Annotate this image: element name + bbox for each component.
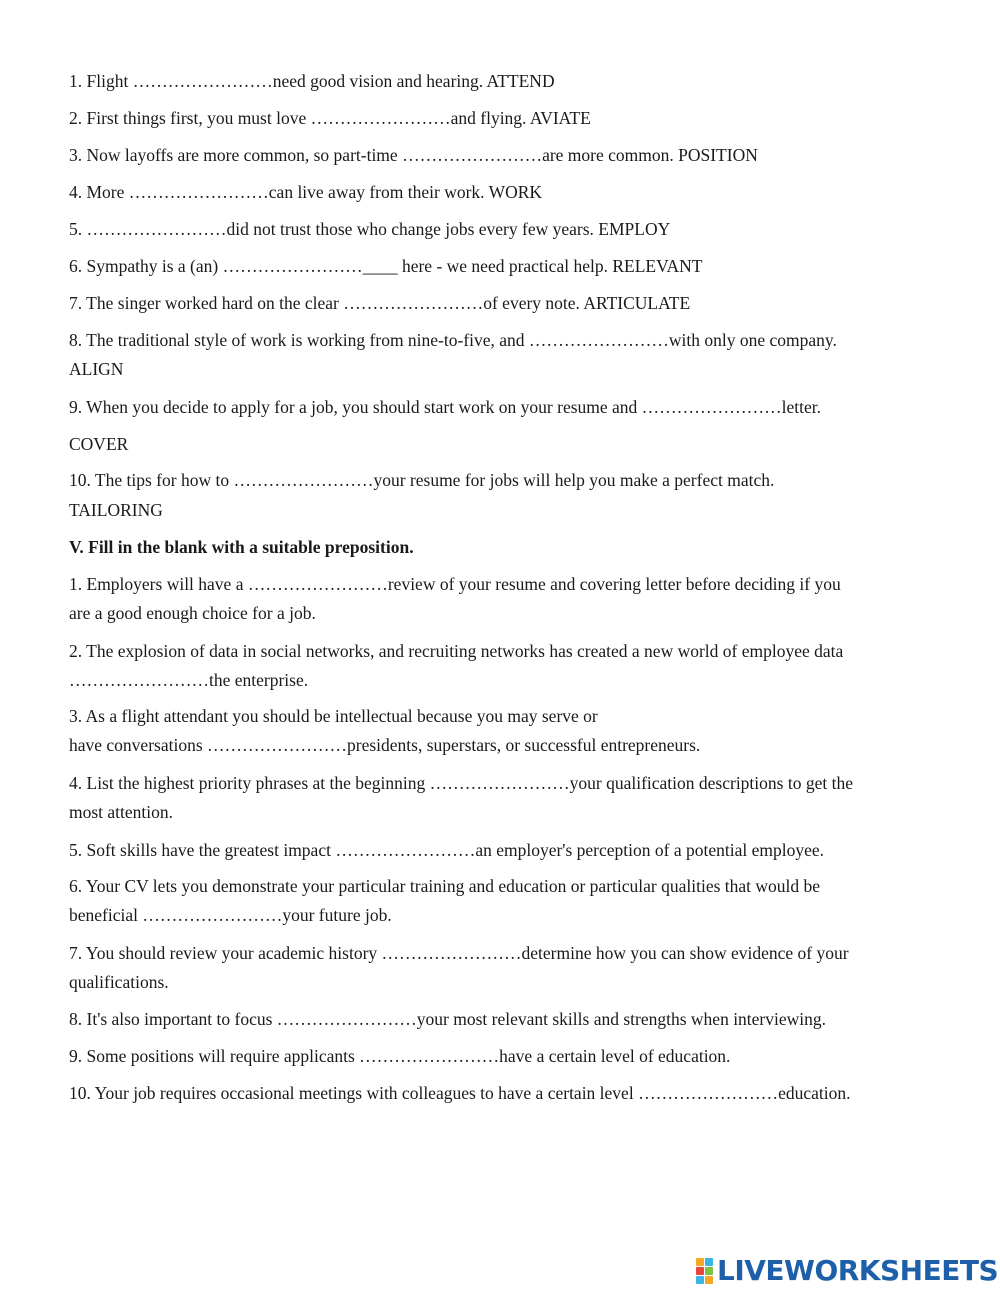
exercise-v-item-7: 7. You should review your academic history ……………………determine how you can show evidence of your xyxy=(69,943,849,963)
logo-block xyxy=(696,1258,704,1266)
exercise-v-item-1: 1. Employers will have a ……………………review of your resume and covering letter before deciding if you xyxy=(69,574,841,594)
exercise-iv-item-3: 3. Now layoffs are more common, so part-time ……………………are more common. POSITION xyxy=(69,145,758,165)
exercise-iv-item-8: 8. The traditional style of work is working from nine-to-five, and ……………………with only one company. xyxy=(69,330,837,350)
exercise-iv-item-10: 10. The tips for how to ……………………your resume for jobs will help you make a perfect match. xyxy=(69,470,775,490)
exercise-iv-item-6: 6. Sympathy is a (an) ……………………____ here - we need practical help. RELEVANT xyxy=(69,256,703,276)
exercise-iv-item-2: 2. First things first, you must love ……………………and flying. AVIATE xyxy=(69,108,591,128)
logo-block xyxy=(705,1276,713,1284)
exercise-v-item-6-cont: beneficial ……………………your future job. xyxy=(69,905,392,925)
section-v-heading: V. Fill in the blank with a suitable preposition. xyxy=(69,537,414,557)
exercise-v-item-3-cont: have conversations ……………………presidents, superstars, or successful entrepreneurs. xyxy=(69,735,701,755)
exercise-iv-item-4: 4. More ……………………can live away from their work. WORK xyxy=(69,182,543,202)
exercise-v-item-4-cont: most attention. xyxy=(69,802,174,822)
logo-block xyxy=(705,1258,713,1266)
exercise-iv-item-5: 5. ……………………did not trust those who change jobs every few years. EMPLOY xyxy=(69,219,671,239)
exercise-v-item-6: 6. Your CV lets you demonstrate your particular training and education or particular qualities that would be xyxy=(69,876,821,896)
logo-block xyxy=(696,1276,704,1284)
exercise-iv-item-9: 9. When you decide to apply for a job, you should start work on your resume and ……………………letter. xyxy=(69,397,822,417)
exercise-iv-item-9-cont: COVER xyxy=(69,434,129,454)
exercise-v-item-4: 4. List the highest priority phrases at the beginning ……………………your qualification descriptions to get the xyxy=(69,773,853,793)
exercise-v-item-9: 9. Some positions will require applicants ……………………have a certain level of education. xyxy=(69,1046,731,1066)
exercise-v-item-1-cont: are a good enough choice for a job. xyxy=(69,603,316,623)
exercise-v-item-5: 5. Soft skills have the greatest impact ……………………an employer's perception of a potential employee. xyxy=(69,840,824,860)
exercise-iv-item-8-cont: ALIGN xyxy=(69,359,124,379)
logo-block xyxy=(705,1267,713,1275)
exercise-iv-item-1: 1. Flight ……………………need good vision and hearing. ATTEND xyxy=(69,71,555,91)
logo-text: LIVEWORKSHEETS xyxy=(717,1254,999,1287)
logo-blocks-icon xyxy=(696,1258,713,1284)
exercise-iv-item-10-cont: TAILORING xyxy=(69,500,163,520)
exercise-v-item-8: 8. It's also important to focus ……………………your most relevant skills and strengths when interviewing. xyxy=(69,1009,827,1029)
exercise-v-item-3: 3. As a flight attendant you should be intellectual because you may serve or xyxy=(69,706,598,726)
exercise-iv-item-7: 7. The singer worked hard on the clear ……………………of every note. ARTICULATE xyxy=(69,293,691,313)
exercise-v-item-10: 10. Your job requires occasional meetings with colleagues to have a certain level ……………………education. xyxy=(69,1083,851,1103)
liveworksheets-logo xyxy=(696,1254,998,1288)
logo-block xyxy=(696,1267,704,1275)
exercise-v-item-2-cont: ……………………the enterprise. xyxy=(69,670,309,690)
exercise-v-item-7-cont: qualifications. xyxy=(69,972,169,992)
exercise-v-item-2: 2. The explosion of data in social networks, and recruiting networks has created a new world of employee data xyxy=(69,641,844,661)
